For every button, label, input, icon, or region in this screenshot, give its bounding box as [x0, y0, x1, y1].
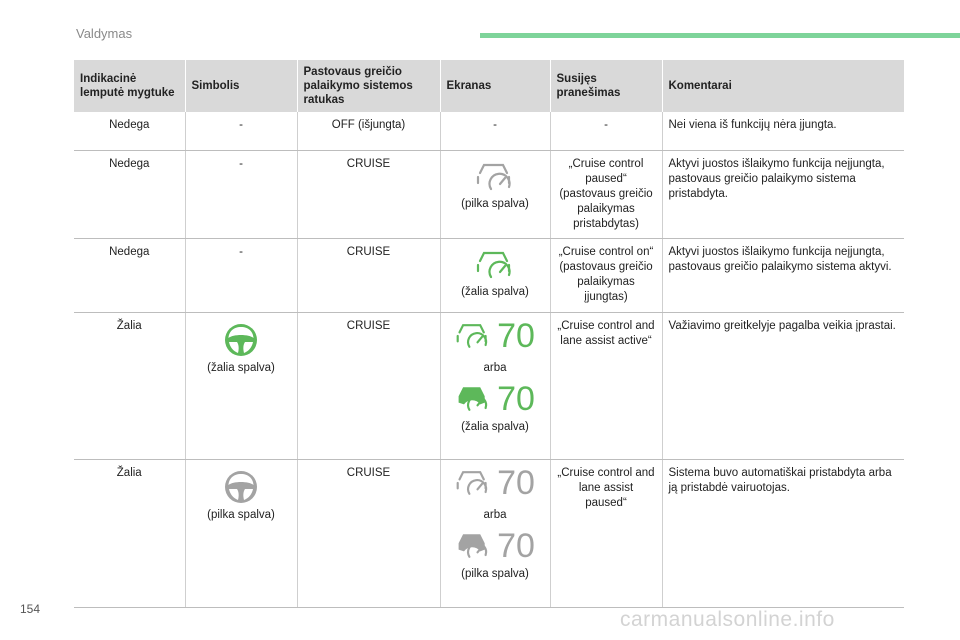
column-header: Ekranas	[440, 60, 550, 112]
column-header: Pastovaus greičio palaikymo sistemos ratukas	[297, 60, 440, 112]
message-cell: „Cruise control paused“ (pastovaus greičio palaikymas pristabdytas)	[550, 150, 662, 238]
speedometer-icon	[475, 249, 515, 281]
symbol-color-label: (žalia spalva)	[207, 361, 275, 374]
cruise-lane-assist-table	[74, 60, 904, 608]
symbol-cell	[185, 459, 297, 607]
indicator-cell: Žalia	[74, 312, 185, 459]
display-cell: -	[440, 112, 550, 150]
table-row	[74, 112, 904, 150]
display-cell	[440, 459, 550, 607]
indicator-cell: Nedega	[74, 112, 185, 150]
speed-readout: 70	[497, 463, 535, 502]
column-header: Indikacinė lemputė mygtuke	[74, 60, 185, 112]
comment-cell: Aktyvi juostos išlaikymo funkcija neįjungta, pastovaus greičio palaikymo sistema aktyvi.	[662, 238, 904, 312]
speedometer-filled-icon	[455, 384, 491, 414]
comment-cell: Nei viena iš funkcijų nėra įjungta.	[662, 112, 904, 150]
table-row	[74, 150, 904, 238]
indicator-cell: Nedega	[74, 150, 185, 238]
speed-readout: 70	[497, 316, 535, 355]
speed-readout: 70	[497, 526, 535, 565]
display-cell	[440, 238, 550, 312]
comment-cell: Sistema buvo automatiškai pristabdyta arba ją pristabdė vairuotojas.	[662, 459, 904, 607]
column-header: Komentarai	[662, 60, 904, 112]
indicator-cell: Žalia	[74, 459, 185, 607]
symbol-cell: -	[185, 112, 297, 150]
or-label: arba	[483, 361, 507, 374]
display-color-label: (pilka spalva)	[461, 567, 529, 580]
or-label: arba	[483, 508, 507, 521]
display-cell	[440, 312, 550, 459]
symbol-cell: -	[185, 150, 297, 238]
column-header: Susijęs pranešimas	[550, 60, 662, 112]
wheel-cell: OFF (išjungta)	[297, 112, 440, 150]
speedometer-filled-icon	[455, 531, 491, 561]
message-cell: „Cruise control and lane assist paused“	[550, 459, 662, 607]
symbol-color-label: (pilka spalva)	[207, 508, 275, 521]
message-cell: -	[550, 112, 662, 150]
speed-readout: 70	[497, 379, 535, 418]
section-accent-bar	[480, 33, 960, 38]
watermark: carmanualsonline.info	[620, 608, 835, 631]
symbol-cell	[185, 312, 297, 459]
table-row	[74, 238, 904, 312]
symbol-cell: -	[185, 238, 297, 312]
column-header: Simbolis	[185, 60, 297, 112]
wheel-cell: CRUISE	[297, 150, 440, 238]
display-color-label: (žalia spalva)	[461, 285, 529, 298]
message-cell: „Cruise control and lane assist active“	[550, 312, 662, 459]
section-title: Valdymas	[76, 26, 133, 41]
wheel-cell: CRUISE	[297, 238, 440, 312]
table-row	[74, 312, 904, 459]
steering-wheel-icon	[224, 470, 258, 504]
wheel-cell: CRUISE	[297, 459, 440, 607]
comment-cell: Aktyvi juostos išlaikymo funkcija neįjungta, pastovaus greičio palaikymo sistema pristabdyta.	[662, 150, 904, 238]
table-header-row	[74, 60, 904, 112]
speedometer-icon	[475, 161, 515, 193]
display-color-label: (pilka spalva)	[461, 197, 529, 210]
indicator-cell: Nedega	[74, 238, 185, 312]
wheel-cell: CRUISE	[297, 312, 440, 459]
speedometer-icon	[455, 468, 491, 498]
speedometer-icon	[455, 321, 491, 351]
display-cell	[440, 150, 550, 238]
comment-cell: Važiavimo greitkelyje pagalba veikia įprastai.	[662, 312, 904, 459]
page-number: 154	[20, 602, 41, 616]
steering-wheel-icon	[224, 323, 258, 357]
display-color-label: (žalia spalva)	[461, 420, 529, 433]
table-row	[74, 459, 904, 607]
message-cell: „Cruise control on“ (pastovaus greičio palaikymas įjungtas)	[550, 238, 662, 312]
